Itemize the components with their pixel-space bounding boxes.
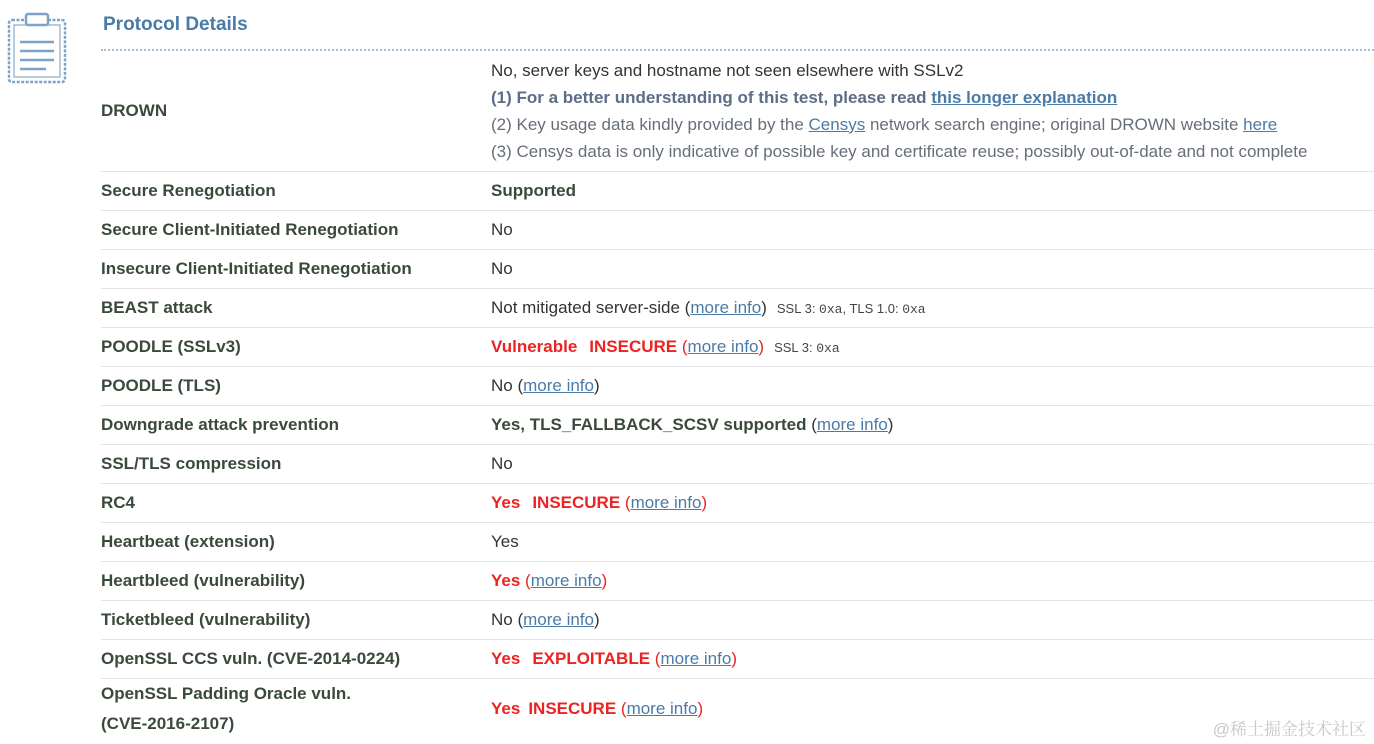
row-label: POODLE (TLS) xyxy=(101,367,491,406)
row-label: DROWN xyxy=(101,50,491,172)
row-label: POODLE (SSLv3) xyxy=(101,328,491,367)
note-text: network search engine; original DROWN website xyxy=(865,114,1244,134)
value-text: ) xyxy=(761,298,767,317)
more-info-link[interactable]: more info xyxy=(816,415,888,434)
protocol-details-table xyxy=(101,50,1374,739)
row-label xyxy=(101,679,491,740)
value-text: No ( xyxy=(491,376,524,395)
drown-website-link[interactable]: here xyxy=(1243,114,1278,134)
row-label: SSL/TLS compression xyxy=(101,445,491,484)
value-text: Yes xyxy=(491,493,521,512)
value-text: ) xyxy=(697,699,704,718)
detail-text: SSL 3: xyxy=(776,301,820,316)
insecure-flag: INSECURE xyxy=(528,699,617,718)
clipboard-icon xyxy=(6,12,68,84)
poodle-detail xyxy=(774,340,840,355)
drown-note-2 xyxy=(491,111,1374,138)
value-text: ) xyxy=(731,649,737,668)
value-text: Yes xyxy=(491,699,521,718)
beast-detail xyxy=(777,301,926,316)
label-line: OpenSSL Padding Oracle vuln. xyxy=(101,684,352,703)
censys-link[interactable]: Censys xyxy=(808,114,866,134)
row-value xyxy=(491,406,1374,445)
detail-code: 0xa xyxy=(902,302,926,317)
more-info-link[interactable]: more info xyxy=(523,610,594,629)
label-line: (CVE-2016-2107) xyxy=(101,714,235,733)
table-row xyxy=(101,250,1374,289)
table-row xyxy=(101,406,1374,445)
drown-result: No, server keys and hostname not seen elsewhere with SSLv2 xyxy=(491,60,964,80)
value-text: ) xyxy=(594,376,600,395)
value-text: ) xyxy=(701,493,708,512)
row-value xyxy=(491,50,1374,172)
row-value: No xyxy=(491,445,1374,484)
more-info-link[interactable]: more info xyxy=(687,337,759,356)
table-row xyxy=(101,211,1374,250)
value-text: ( xyxy=(806,415,817,434)
table-row xyxy=(101,445,1374,484)
row-label: BEAST attack xyxy=(101,289,491,328)
value-text: Yes, TLS_FALLBACK_SCSV supported xyxy=(491,415,807,434)
table-row xyxy=(101,601,1374,640)
insecure-flag: INSECURE xyxy=(532,493,621,512)
value-text: ) xyxy=(594,610,600,629)
row-label: Secure Client-Initiated Renegotiation xyxy=(101,211,491,250)
row-label: Heartbleed (vulnerability) xyxy=(101,562,491,601)
row-label: Insecure Client-Initiated Renegotiation xyxy=(101,250,491,289)
row-value xyxy=(491,562,1374,601)
value-text: ) xyxy=(758,337,765,356)
insecure-flag: INSECURE xyxy=(589,337,678,356)
more-info-link[interactable]: more info xyxy=(626,699,698,718)
table-row-drown xyxy=(101,50,1374,172)
row-value xyxy=(491,328,1374,367)
note-text: (2) Key usage data kindly provided by the xyxy=(491,114,809,134)
table-row xyxy=(101,328,1374,367)
row-value: Yes xyxy=(491,523,1374,562)
value-text: ( xyxy=(677,337,688,356)
table-row xyxy=(101,523,1374,562)
table-row xyxy=(101,562,1374,601)
detail-text: SSL 3: xyxy=(774,340,817,355)
watermark: @稀土掘金技术社区 xyxy=(1212,720,1366,739)
value-text: ) xyxy=(601,571,608,590)
drown-note-1 xyxy=(491,84,1374,111)
value-text: ( xyxy=(616,699,627,718)
section-header xyxy=(101,0,1374,51)
table-row xyxy=(101,289,1374,328)
exploitable-flag: EXPLOITABLE xyxy=(532,649,651,668)
row-value: No xyxy=(491,250,1374,289)
detail-code: 0xa xyxy=(816,341,840,356)
table-row xyxy=(101,640,1374,679)
note-text: (1) For a better understanding of this test, please read xyxy=(491,87,932,107)
value-text: Vulnerable xyxy=(491,337,578,356)
more-info-link[interactable]: more info xyxy=(660,649,732,668)
more-info-link[interactable]: more info xyxy=(690,298,762,317)
value-text: No ( xyxy=(491,610,524,629)
row-value xyxy=(491,289,1374,328)
row-value xyxy=(491,484,1374,523)
row-label: Heartbeat (extension) xyxy=(101,523,491,562)
row-value: Supported xyxy=(491,172,1374,211)
table-row xyxy=(101,172,1374,211)
row-value xyxy=(491,640,1374,679)
longer-explanation-link[interactable]: this longer explanation xyxy=(931,87,1118,107)
value-text: ) xyxy=(887,415,894,434)
value-text: Yes xyxy=(491,649,521,668)
more-info-link[interactable]: more info xyxy=(530,571,602,590)
value-text: Yes xyxy=(491,571,521,590)
row-value: No xyxy=(491,211,1374,250)
table-row xyxy=(101,679,1374,740)
value-text: ( xyxy=(520,571,531,590)
row-label: RC4 xyxy=(101,484,491,523)
row-label: Secure Renegotiation xyxy=(101,172,491,211)
detail-code: 0xa xyxy=(819,302,843,317)
table-row xyxy=(101,484,1374,523)
drown-note-3: (3) Censys data is only indicative of possible key and certificate reuse; possibly out-of-date and not complete xyxy=(491,141,1308,161)
table-row xyxy=(101,367,1374,406)
more-info-link[interactable]: more info xyxy=(630,493,702,512)
row-value xyxy=(491,367,1374,406)
section-title: Protocol Details xyxy=(103,14,248,35)
more-info-link[interactable]: more info xyxy=(523,376,594,395)
value-text: ( xyxy=(650,649,661,668)
value-text: ( xyxy=(620,493,631,512)
row-label: Ticketbleed (vulnerability) xyxy=(101,601,491,640)
value-text: Not mitigated server-side ( xyxy=(491,298,691,317)
row-label: Downgrade attack prevention xyxy=(101,406,491,445)
row-label: OpenSSL CCS vuln. (CVE-2014-0224) xyxy=(101,640,491,679)
detail-text: , TLS 1.0: xyxy=(842,301,903,316)
row-value xyxy=(491,601,1374,640)
